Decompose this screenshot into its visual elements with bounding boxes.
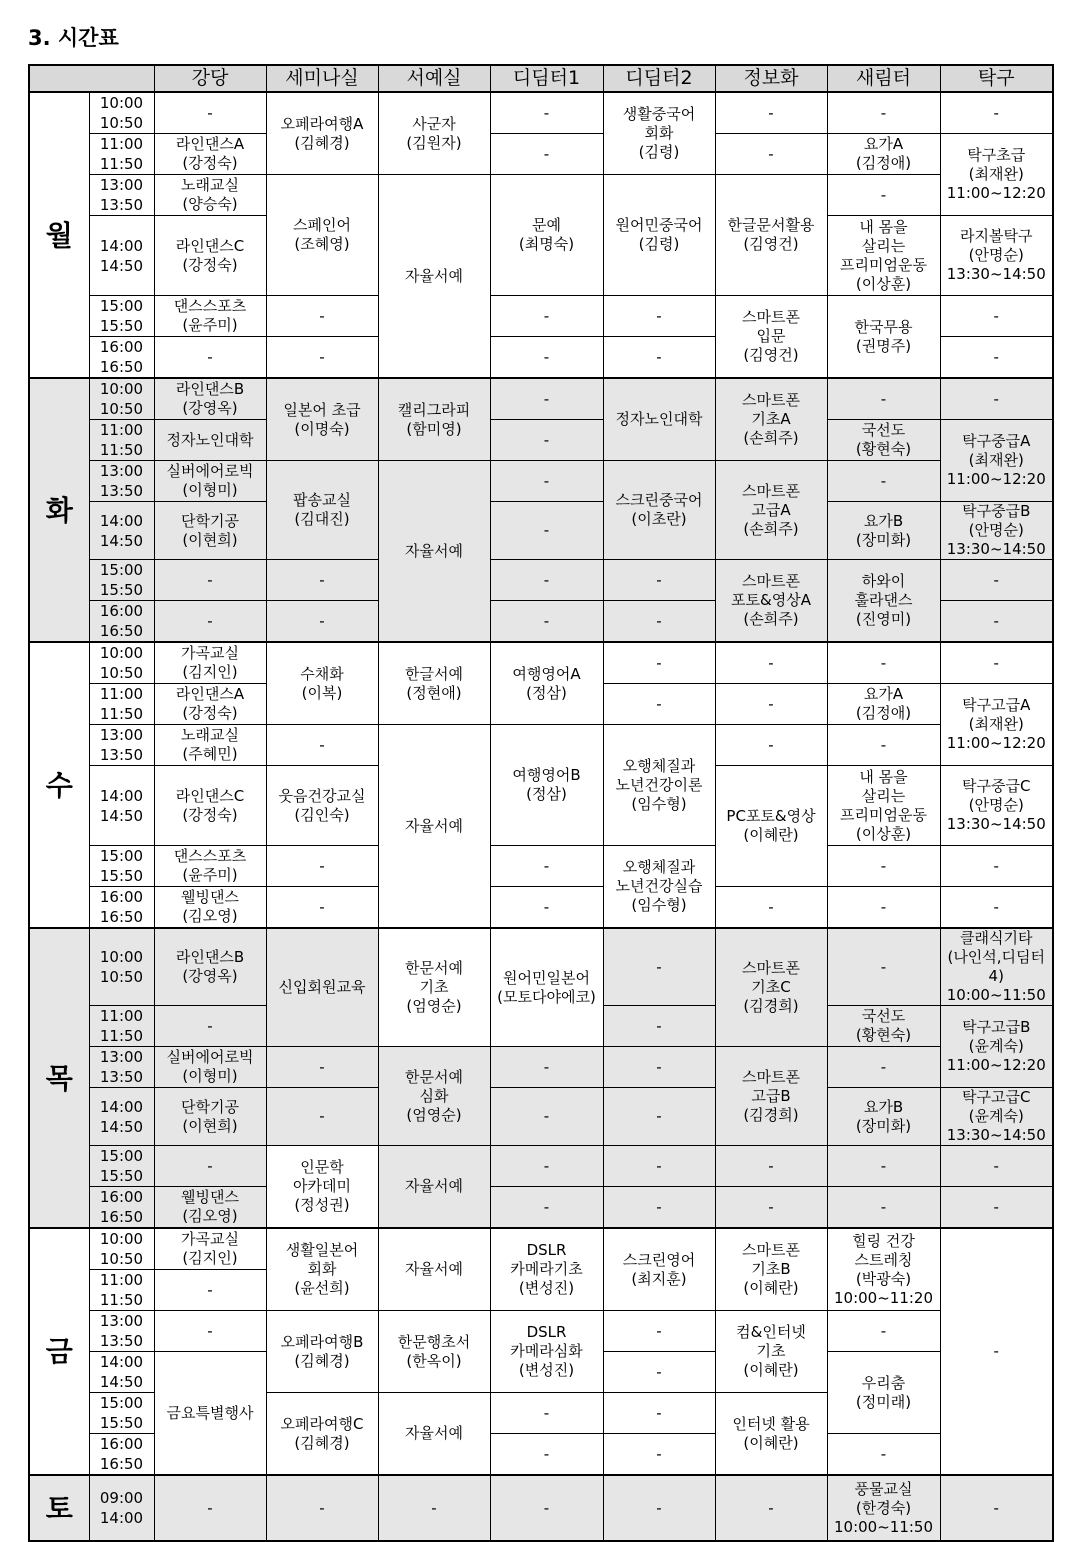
class-cell: - bbox=[603, 1352, 715, 1393]
class-cell: - bbox=[715, 642, 827, 684]
table-row bbox=[29, 92, 1053, 134]
class-cell: 요가B (장미화) bbox=[827, 502, 940, 560]
time-slot: 15:00 15:50 bbox=[89, 296, 154, 337]
class-cell: - bbox=[827, 642, 940, 684]
class-cell: 요가A (김정애) bbox=[827, 684, 940, 725]
class-cell: - bbox=[827, 1311, 940, 1352]
class-cell: - bbox=[715, 887, 827, 929]
class-cell: 가곡교실 (김지인) bbox=[154, 1228, 266, 1270]
room-header: 새림터 bbox=[827, 65, 940, 92]
class-cell: - bbox=[827, 1434, 940, 1476]
class-cell: - bbox=[490, 337, 603, 379]
class-cell: - bbox=[154, 1475, 266, 1541]
class-cell: 풍물교실 (한경숙) 10:00~11:50 bbox=[827, 1475, 940, 1541]
class-cell: 스마트폰 기초A (손희주) bbox=[715, 378, 827, 461]
class-cell: 요가B (장미화) bbox=[827, 1088, 940, 1146]
class-cell: 자율서예 bbox=[378, 461, 490, 643]
class-cell: 웃음건강교실 (김인숙) bbox=[266, 766, 378, 846]
class-cell: 단학기공 (이현희) bbox=[154, 1088, 266, 1146]
time-slot: 11:00 11:50 bbox=[89, 420, 154, 461]
class-cell: 생활일본어 회화 (윤선희) bbox=[266, 1228, 378, 1311]
class-cell: - bbox=[490, 1047, 603, 1088]
class-cell: 원어민일본어 (모토다야에코) bbox=[490, 928, 603, 1047]
class-cell: - bbox=[940, 887, 1053, 929]
table-row bbox=[29, 1187, 1053, 1229]
class-cell: - bbox=[715, 684, 827, 725]
class-cell: - bbox=[940, 378, 1053, 420]
class-cell: 사군자 (김원자) bbox=[378, 92, 490, 175]
class-cell: 일본어 초급 (이명숙) bbox=[266, 378, 378, 461]
class-cell: - bbox=[603, 642, 715, 684]
class-cell: - bbox=[827, 928, 940, 1006]
class-cell: - bbox=[490, 846, 603, 887]
class-cell: 클래식기타 (나인석,디딤터4) 10:00~11:50 bbox=[940, 928, 1053, 1006]
class-cell: 스마트폰 기초C (김경희) bbox=[715, 928, 827, 1047]
class-cell: - bbox=[154, 1270, 266, 1311]
class-cell: 오페라여행B (김혜경) bbox=[266, 1311, 378, 1393]
class-cell: 라인댄스C (강정숙) bbox=[154, 766, 266, 846]
class-cell: 신입회원교육 bbox=[266, 928, 378, 1047]
time-slot: 16:00 16:50 bbox=[89, 1434, 154, 1476]
time-slot: 11:00 11:50 bbox=[89, 134, 154, 175]
class-cell: - bbox=[266, 337, 378, 379]
day-label: 토 bbox=[29, 1475, 89, 1541]
class-cell: 라인댄스B (강영옥) bbox=[154, 928, 266, 1006]
class-cell: - bbox=[266, 560, 378, 601]
class-cell: 인터넷 활용 (이혜란) bbox=[715, 1393, 827, 1476]
time-slot: 14:00 14:50 bbox=[89, 502, 154, 560]
class-cell: 가곡교실 (김지인) bbox=[154, 642, 266, 684]
class-cell: 문예 (최명숙) bbox=[490, 175, 603, 296]
class-cell: - bbox=[940, 560, 1053, 601]
class-cell: - bbox=[715, 725, 827, 766]
room-header: 탁구 bbox=[940, 65, 1053, 92]
class-cell: - bbox=[490, 420, 603, 461]
class-cell: - bbox=[940, 1475, 1053, 1541]
class-cell: 한글문서활용 (김영건) bbox=[715, 175, 827, 296]
table-row bbox=[29, 296, 1053, 337]
class-cell: - bbox=[490, 134, 603, 175]
class-cell: 생활중국어 회화 (김령) bbox=[603, 92, 715, 175]
class-cell: - bbox=[715, 1146, 827, 1187]
table-row bbox=[29, 134, 1053, 175]
class-cell: - bbox=[266, 1047, 378, 1088]
class-cell: 탁구중급B (안명순) 13:30~14:50 bbox=[940, 502, 1053, 560]
class-cell: - bbox=[827, 887, 940, 929]
class-cell: 웰빙댄스 (김오영) bbox=[154, 1187, 266, 1229]
class-cell: 스마트폰 기초B (이혜란) bbox=[715, 1228, 827, 1311]
class-cell: 라인댄스A (강정숙) bbox=[154, 684, 266, 725]
class-cell: 라인댄스C (강정숙) bbox=[154, 216, 266, 296]
class-cell: - bbox=[490, 1187, 603, 1229]
table-row bbox=[29, 1228, 1053, 1270]
class-cell: - bbox=[490, 1475, 603, 1541]
class-cell: 원어민중국어 (김령) bbox=[603, 175, 715, 296]
time-slot: 11:00 11:50 bbox=[89, 684, 154, 725]
table-row bbox=[29, 1047, 1053, 1088]
day-label: 월 bbox=[29, 92, 89, 378]
table-row bbox=[29, 461, 1053, 502]
class-cell: - bbox=[603, 1187, 715, 1229]
class-cell: 라인댄스B (강영옥) bbox=[154, 378, 266, 420]
class-cell: 웰빙댄스 (김오영) bbox=[154, 887, 266, 929]
class-cell: 탁구중급A (최재완) 11:00~12:20 bbox=[940, 420, 1053, 502]
class-cell: - bbox=[266, 846, 378, 887]
class-cell: 자율서예 bbox=[378, 725, 490, 929]
time-slot: 10:00 10:50 bbox=[89, 1228, 154, 1270]
class-cell: - bbox=[940, 1146, 1053, 1187]
table-row bbox=[29, 420, 1053, 461]
class-cell: - bbox=[603, 1393, 715, 1434]
class-cell: 탁구초급 (최재완) 11:00~12:20 bbox=[940, 134, 1053, 216]
class-cell: - bbox=[490, 560, 603, 601]
class-cell: - bbox=[603, 1146, 715, 1187]
class-cell: 팝송교실 (김대진) bbox=[266, 461, 378, 560]
class-cell: - bbox=[940, 601, 1053, 643]
class-cell: 오행체질과 노년건강실습 (임수형) bbox=[603, 846, 715, 929]
class-cell: - bbox=[603, 928, 715, 1006]
class-cell: 스크린중국어 (이초란) bbox=[603, 461, 715, 560]
class-cell: - bbox=[603, 1475, 715, 1541]
class-cell: 스마트폰 입문 (김영건) bbox=[715, 296, 827, 379]
class-cell: 한문행초서 (한옥이) bbox=[378, 1311, 490, 1393]
class-cell: - bbox=[603, 684, 715, 725]
time-slot: 09:00 14:00 bbox=[89, 1475, 154, 1541]
class-cell: - bbox=[715, 134, 827, 175]
class-cell: 오페라여행A (김혜경) bbox=[266, 92, 378, 175]
table-row bbox=[29, 175, 1053, 216]
class-cell: 정자노인대학 bbox=[603, 378, 715, 461]
time-slot: 15:00 15:50 bbox=[89, 560, 154, 601]
class-cell: 실버에어로빅 (이형미) bbox=[154, 1047, 266, 1088]
class-cell: - bbox=[603, 1088, 715, 1146]
class-cell: 캘리그라피 (함미영) bbox=[378, 378, 490, 461]
table-row bbox=[29, 642, 1053, 684]
class-cell: - bbox=[154, 337, 266, 379]
class-cell: 스마트폰 포토&영상A (손희주) bbox=[715, 560, 827, 643]
class-cell: 인문학 아카데미 (정성권) bbox=[266, 1146, 378, 1229]
class-cell: - bbox=[827, 378, 940, 420]
class-cell: - bbox=[266, 725, 378, 766]
class-cell: 스페인어 (조혜영) bbox=[266, 175, 378, 296]
class-cell: - bbox=[603, 296, 715, 337]
room-header: 정보화 bbox=[715, 65, 827, 92]
class-cell: - bbox=[940, 1228, 1053, 1475]
class-cell: - bbox=[827, 725, 940, 766]
time-slot: 14:00 14:50 bbox=[89, 1352, 154, 1393]
class-cell: 금요특별행사 bbox=[154, 1352, 266, 1476]
class-cell: - bbox=[827, 461, 940, 502]
class-cell: 우리춤 (정미래) bbox=[827, 1352, 940, 1434]
class-cell: 스마트폰 고급B (김경희) bbox=[715, 1047, 827, 1146]
class-cell: - bbox=[603, 560, 715, 601]
time-slot: 11:00 11:50 bbox=[89, 1006, 154, 1047]
header-row bbox=[29, 65, 1053, 92]
class-cell: 스크린영어 (최지훈) bbox=[603, 1228, 715, 1311]
class-cell: - bbox=[490, 92, 603, 134]
time-slot: 13:00 13:50 bbox=[89, 1047, 154, 1088]
class-cell: 자율서예 bbox=[378, 1146, 490, 1229]
class-cell: - bbox=[154, 560, 266, 601]
time-slot: 16:00 16:50 bbox=[89, 601, 154, 643]
day-label: 금 bbox=[29, 1228, 89, 1475]
class-cell: - bbox=[378, 1475, 490, 1541]
class-cell: - bbox=[715, 1475, 827, 1541]
class-cell: - bbox=[940, 846, 1053, 887]
class-cell: - bbox=[603, 1311, 715, 1352]
class-cell: - bbox=[940, 642, 1053, 684]
corner-cell bbox=[29, 65, 154, 92]
time-slot: 15:00 15:50 bbox=[89, 1393, 154, 1434]
table-row bbox=[29, 1311, 1053, 1352]
time-slot: 10:00 10:50 bbox=[89, 642, 154, 684]
room-header: 세미나실 bbox=[266, 65, 378, 92]
class-cell: - bbox=[266, 1475, 378, 1541]
class-cell: 댄스스포츠 (윤주미) bbox=[154, 296, 266, 337]
class-cell: - bbox=[490, 1088, 603, 1146]
class-cell: - bbox=[490, 296, 603, 337]
class-cell: 정자노인대학 bbox=[154, 420, 266, 461]
class-cell: 하와이 훌라댄스 (진영미) bbox=[827, 560, 940, 643]
class-cell: 여행영어B (정삼) bbox=[490, 725, 603, 846]
time-slot: 10:00 10:50 bbox=[89, 378, 154, 420]
time-slot: 13:00 13:50 bbox=[89, 175, 154, 216]
class-cell: - bbox=[827, 846, 940, 887]
class-cell: 자율서예 bbox=[378, 1393, 490, 1476]
class-cell: - bbox=[490, 502, 603, 560]
class-cell: 국선도 (황현숙) bbox=[827, 420, 940, 461]
class-cell: PC포토&영상 (이혜란) bbox=[715, 766, 827, 887]
class-cell: - bbox=[266, 1088, 378, 1146]
class-cell: - bbox=[154, 1146, 266, 1187]
day-label: 수 bbox=[29, 642, 89, 928]
time-slot: 15:00 15:50 bbox=[89, 846, 154, 887]
class-cell: - bbox=[603, 601, 715, 643]
class-cell: - bbox=[266, 887, 378, 929]
class-cell: - bbox=[715, 92, 827, 134]
class-cell: 라인댄스A (강정숙) bbox=[154, 134, 266, 175]
class-cell: 오행체질과 노년건강이론 (임수형) bbox=[603, 725, 715, 846]
table-row bbox=[29, 725, 1053, 766]
class-cell: - bbox=[490, 1434, 603, 1476]
class-cell: 노래교실 (주혜민) bbox=[154, 725, 266, 766]
class-cell: 국선도 (황현숙) bbox=[827, 1006, 940, 1047]
class-cell: - bbox=[154, 1006, 266, 1047]
class-cell: 컴&인터넷 기초 (이혜란) bbox=[715, 1311, 827, 1393]
table-row bbox=[29, 846, 1053, 887]
table-row bbox=[29, 1146, 1053, 1187]
class-cell: 탁구고급C (윤계숙) 13:30~14:50 bbox=[940, 1088, 1053, 1146]
class-cell: - bbox=[266, 601, 378, 643]
class-cell: - bbox=[603, 1434, 715, 1476]
class-cell: - bbox=[490, 601, 603, 643]
class-cell: 자율서예 bbox=[378, 1228, 490, 1311]
table-row bbox=[29, 502, 1053, 560]
day-label: 화 bbox=[29, 378, 89, 642]
time-slot: 16:00 16:50 bbox=[89, 887, 154, 929]
class-cell: 노래교실 (양승숙) bbox=[154, 175, 266, 216]
class-cell: 단학기공 (이현희) bbox=[154, 502, 266, 560]
class-cell: 실버에어로빅 (이형미) bbox=[154, 461, 266, 502]
time-slot: 14:00 14:50 bbox=[89, 766, 154, 846]
time-slot: 11:00 11:50 bbox=[89, 1270, 154, 1311]
room-header: 디딤터1 bbox=[490, 65, 603, 92]
class-cell: - bbox=[940, 296, 1053, 337]
class-cell: - bbox=[154, 601, 266, 643]
class-cell: 한글서예 (정현애) bbox=[378, 642, 490, 725]
class-cell: - bbox=[603, 337, 715, 379]
class-cell: - bbox=[715, 1187, 827, 1229]
table-row bbox=[29, 887, 1053, 929]
class-cell: - bbox=[827, 1146, 940, 1187]
class-cell: - bbox=[490, 1146, 603, 1187]
class-cell: DSLR 카메라심화 (변성진) bbox=[490, 1311, 603, 1393]
class-cell: 탁구고급B (윤계숙) 11:00~12:20 bbox=[940, 1006, 1053, 1088]
time-slot: 10:00 10:50 bbox=[89, 92, 154, 134]
class-cell: - bbox=[603, 1047, 715, 1088]
class-cell: - bbox=[490, 378, 603, 420]
day-label: 목 bbox=[29, 928, 89, 1228]
time-slot: 13:00 13:50 bbox=[89, 725, 154, 766]
class-cell: - bbox=[827, 1187, 940, 1229]
class-cell: 내 몸을 살리는 프리미엄운동 (이상훈) bbox=[827, 216, 940, 296]
table-row bbox=[29, 1475, 1053, 1541]
time-slot: 16:00 16:50 bbox=[89, 337, 154, 379]
class-cell: - bbox=[154, 1311, 266, 1352]
class-cell: 댄스스포츠 (윤주미) bbox=[154, 846, 266, 887]
class-cell: - bbox=[827, 92, 940, 134]
class-cell: 탁구중급C (안명순) 13:30~14:50 bbox=[940, 766, 1053, 846]
class-cell: - bbox=[490, 1393, 603, 1434]
time-slot: 16:00 16:50 bbox=[89, 1187, 154, 1229]
class-cell: - bbox=[827, 1047, 940, 1088]
class-cell: - bbox=[940, 92, 1053, 134]
class-cell: 수채화 (이복) bbox=[266, 642, 378, 725]
room-header: 디딤터2 bbox=[603, 65, 715, 92]
time-slot: 13:00 13:50 bbox=[89, 461, 154, 502]
time-slot: 14:00 14:50 bbox=[89, 216, 154, 296]
class-cell: 요가A (김정애) bbox=[827, 134, 940, 175]
time-slot: 10:00 10:50 bbox=[89, 928, 154, 1006]
class-cell: 오페라여행C (김혜경) bbox=[266, 1393, 378, 1476]
class-cell: DSLR 카메라기초 (변성진) bbox=[490, 1228, 603, 1311]
room-header: 강당 bbox=[154, 65, 266, 92]
class-cell: 여행영어A (정삼) bbox=[490, 642, 603, 725]
class-cell: 한국무용 (권명주) bbox=[827, 296, 940, 379]
class-cell: - bbox=[940, 1187, 1053, 1229]
time-slot: 13:00 13:50 bbox=[89, 1311, 154, 1352]
class-cell: 자율서예 bbox=[378, 175, 490, 379]
class-cell: 라지볼탁구 (안명순) 13:30~14:50 bbox=[940, 216, 1053, 296]
class-cell: - bbox=[154, 92, 266, 134]
table-row bbox=[29, 928, 1053, 1006]
class-cell: 한문서예 심화 (엄영순) bbox=[378, 1047, 490, 1146]
table-row bbox=[29, 1088, 1053, 1146]
time-slot: 14:00 14:50 bbox=[89, 1088, 154, 1146]
timetable bbox=[28, 64, 1054, 1542]
class-cell: - bbox=[490, 887, 603, 929]
class-cell: - bbox=[266, 296, 378, 337]
time-slot: 15:00 15:50 bbox=[89, 1146, 154, 1187]
table-row bbox=[29, 560, 1053, 601]
class-cell: - bbox=[827, 175, 940, 216]
class-cell: 한문서예 기초 (엄영순) bbox=[378, 928, 490, 1047]
class-cell: 스마트폰 고급A (손희주) bbox=[715, 461, 827, 560]
table-row bbox=[29, 378, 1053, 420]
class-cell: - bbox=[940, 337, 1053, 379]
section-title: 3. 시간표 bbox=[28, 26, 119, 50]
class-cell: - bbox=[490, 461, 603, 502]
class-cell: 내 몸을 살리는 프리미엄운동 (이상훈) bbox=[827, 766, 940, 846]
class-cell: 힐링 건강 스트레칭 (박광숙) 10:00~11:20 bbox=[827, 1228, 940, 1311]
class-cell: 탁구고급A (최재완) 11:00~12:20 bbox=[940, 684, 1053, 766]
class-cell: - bbox=[603, 1006, 715, 1047]
room-header: 서예실 bbox=[378, 65, 490, 92]
